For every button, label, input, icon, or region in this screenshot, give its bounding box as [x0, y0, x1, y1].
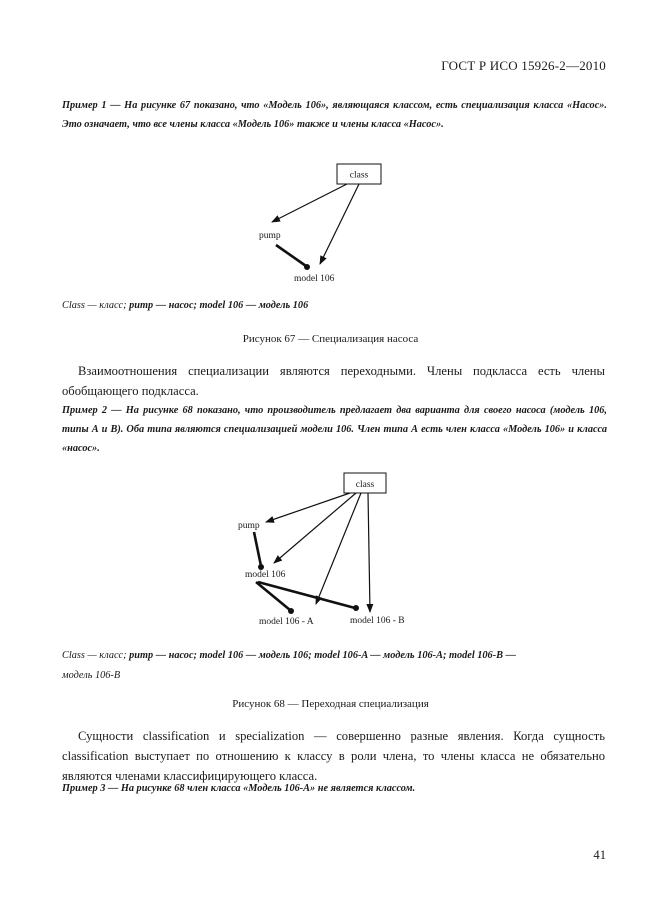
figure-67-caption: Рисунок 67 — Специализация насоса: [242, 333, 419, 345]
edge-endpoint-dot: [258, 564, 264, 570]
edge-class-model106: [320, 184, 359, 264]
example-3: Пример 3 — На рисунке 68 член класса «Модель 106-А» не является классом.: [62, 783, 416, 794]
paragraph-classification: Сущности classification и specialization — совершенно разные явления. Когда сущность classification выступает по отношению к классу в роли члена, то члены класса не обязательно являются членами классифицирующего класса.: [62, 729, 605, 783]
example-2: Пример 2 — На рисунке 68 показано, что производитель предлагает два варианта для своего насоса (модель 106, типы А и В). Оба типа являются специализацией модели 106. Член типа А есть член класса «Модель 106» и класса «насос».: [62, 405, 607, 454]
node-class-label: class: [355, 480, 375, 490]
legend-67-part-b: pump — насос; model 106 — модель 106: [129, 300, 309, 311]
legend-67-part-a: Class — класс;: [62, 300, 130, 311]
edge-endpoint-dot: [288, 608, 294, 614]
page-number: 41: [593, 848, 606, 862]
node-model106-label: model 106: [294, 274, 335, 284]
paragraph-transitive: Взаимоотношения специализации являются переходными. Члены подкласса есть члены обобщающего подкласса.: [62, 364, 605, 398]
edge-class-pump: [266, 493, 350, 522]
node-class-label: class: [349, 170, 369, 181]
node-pump-label: pump: [238, 521, 260, 531]
figure-68-diagram: [0, 465, 661, 635]
node-model106a-label: model 106 - A: [259, 617, 314, 627]
figure-67-diagram: [0, 150, 661, 290]
edge-endpoint-dot: [353, 605, 359, 611]
edge-pump-model106: [254, 532, 261, 566]
legend-68-part-a: Class — класс;: [62, 650, 130, 661]
legend-68-part-b: pump — насос; model 106 — модель 106; model 106-A — модель 106-A; model 106-B —: [129, 650, 516, 661]
node-pump-label: pump: [259, 231, 281, 241]
figure-67-legend: [62, 296, 308, 316]
edge-class-pump: [272, 184, 347, 222]
edge-endpoint-dot: [304, 264, 310, 270]
figure-68-legend: [62, 646, 622, 686]
document-header: ГОСТ Р ИСО 15926-2—2010: [441, 58, 606, 73]
edge-class-model106b: [368, 493, 370, 612]
example-1: Пример 1 — На рисунке 67 показано, что «Модель 106», являющаяся классом, есть специализация класса «Насос». Это означает, что все члены класса «Модель 106» также и члены класса «Насос».: [62, 100, 607, 130]
node-model106b-label: model 106 - B: [350, 616, 405, 626]
edge-pump-model106: [276, 245, 306, 266]
edge-class-model106a: [316, 493, 361, 604]
legend-68-part-c: модель 106-В: [62, 670, 121, 681]
node-model106-label: model 106: [245, 570, 286, 580]
edge-class-model106: [274, 493, 356, 563]
figure-68-caption: Рисунок 68 — Переходная специализация: [232, 698, 429, 710]
